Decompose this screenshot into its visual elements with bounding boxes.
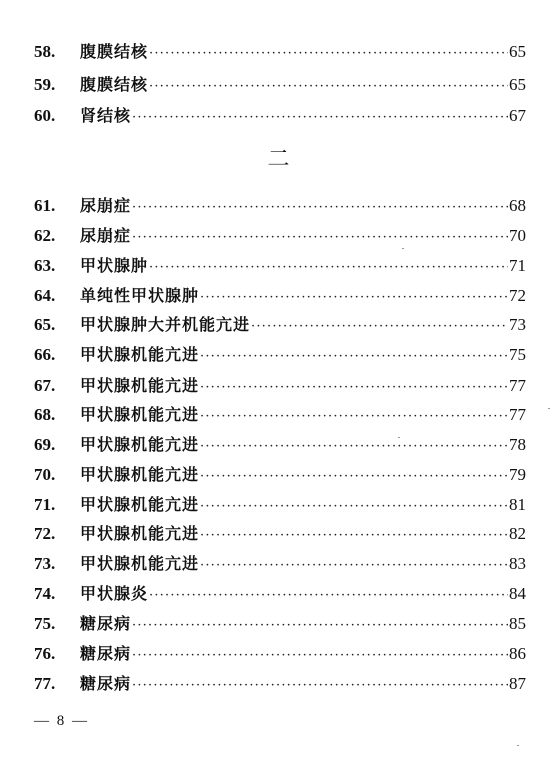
leader-dots [200,552,508,580]
entry-page: 87 [509,674,526,693]
leader-dots [200,433,508,461]
entry-number: 68. [34,405,56,424]
leader-dots [200,374,508,402]
leader-dots [132,224,508,252]
toc-entry [34,580,526,608]
entry-number: 62. [34,226,56,245]
entry-page: 77 [509,405,526,424]
entry-title: 甲状腺肿大并机能亢进 [80,315,251,334]
entry-title: 甲状腺机能亢进 [80,435,200,454]
entry-title: 甲状腺机能亢进 [80,405,200,424]
toc-entry [34,550,526,578]
leader-dots [132,672,508,700]
scan-speck [517,745,519,746]
toc-entry [34,401,526,429]
entry-number: 73. [34,554,56,573]
entry-page: 86 [509,644,526,663]
entry-title: 甲状腺机能亢进 [80,495,200,514]
entry-page: 82 [509,524,526,543]
toc-entry [34,640,526,668]
entry-page: 83 [509,554,526,573]
entry-page: 84 [509,584,526,603]
entry-title: 尿崩症 [80,226,132,245]
toc-entry [34,311,526,339]
entry-page: 79 [509,465,526,484]
entry-number: 74. [34,584,56,603]
toc-entry [34,372,526,400]
entry-page: 85 [509,614,526,633]
section-heading: 二 [267,147,290,172]
entry-title: 尿崩症 [80,196,132,215]
entry-title: 糖尿病 [80,644,132,663]
entry-page: 68 [509,196,526,215]
leader-dots [132,104,508,132]
leader-dots [200,493,508,521]
entry-number: 66. [34,345,56,364]
entry-title: 甲状腺机能亢进 [80,376,200,395]
entry-number: 71. [34,495,56,514]
entry-number: 70. [34,465,56,484]
leader-dots [132,612,508,640]
entry-page: 81 [509,495,526,514]
leader-dots [200,403,508,431]
entry-number: 75. [34,614,56,633]
leader-dots [149,40,508,68]
entry-number: 61. [34,196,56,215]
entry-title: 肾结核 [80,106,132,125]
entry-title: 甲状腺机能亢进 [80,554,200,573]
leader-dots [200,284,508,312]
entry-title: 甲状腺机能亢进 [80,345,200,364]
leader-dots [149,73,508,101]
leader-dots [132,194,508,222]
entry-title: 糖尿病 [80,614,132,633]
entry-number: 77. [34,674,56,693]
entry-number: 67. [34,376,56,395]
entry-title: 甲状腺机能亢进 [80,465,200,484]
entry-title: 甲状腺炎 [80,584,149,603]
entry-number: 65. [34,315,56,334]
entry-title: 甲状腺肿 [80,256,149,275]
leader-dots [200,522,508,550]
toc-entry [34,491,526,519]
toc-entry [34,38,526,66]
toc-entry [34,431,526,459]
entry-page: 67 [509,106,526,125]
entry-number: 69. [34,435,56,454]
entry-title: 腹膜结核 [80,42,149,61]
toc-entry [34,282,526,310]
toc-entry [34,520,526,548]
toc-entry [34,252,526,280]
toc-entry [34,610,526,638]
entry-title: 腹膜结核 [80,75,149,94]
entry-number: 76. [34,644,56,663]
entry-page: 65 [509,42,526,61]
scan-speck [548,408,550,409]
entry-title: 单纯性甲状腺肿 [80,286,200,305]
scan-speck [398,437,400,438]
toc-entry [34,71,526,99]
scan-speck [402,248,404,249]
entry-title: 糖尿病 [80,674,132,693]
entry-page: 72 [509,286,526,305]
entry-number: 72. [34,524,56,543]
toc-entry [34,670,526,698]
toc-entry [34,222,526,250]
leader-dots [149,582,508,610]
leader-dots [251,313,508,341]
toc-entry [34,192,526,220]
entry-page: 77 [509,376,526,395]
entry-page: 71 [509,256,526,275]
entry-page: 65 [509,75,526,94]
page-number-footer: — 8 — [34,713,89,729]
entry-page: 75 [509,345,526,364]
entry-number: 64. [34,286,56,305]
leader-dots [200,343,508,371]
entry-number: 58. [34,42,56,61]
entry-page: 78 [509,435,526,454]
toc-entry [34,461,526,489]
leader-dots [149,254,508,282]
entry-page: 70 [509,226,526,245]
entry-number: 60. [34,106,56,125]
toc-entry [34,341,526,369]
leader-dots [132,642,508,670]
entry-page: 73 [509,315,526,334]
entry-number: 59. [34,75,56,94]
toc-entry [34,102,526,130]
leader-dots [200,463,508,491]
entry-number: 63. [34,256,56,275]
entry-title: 甲状腺机能亢进 [80,524,200,543]
